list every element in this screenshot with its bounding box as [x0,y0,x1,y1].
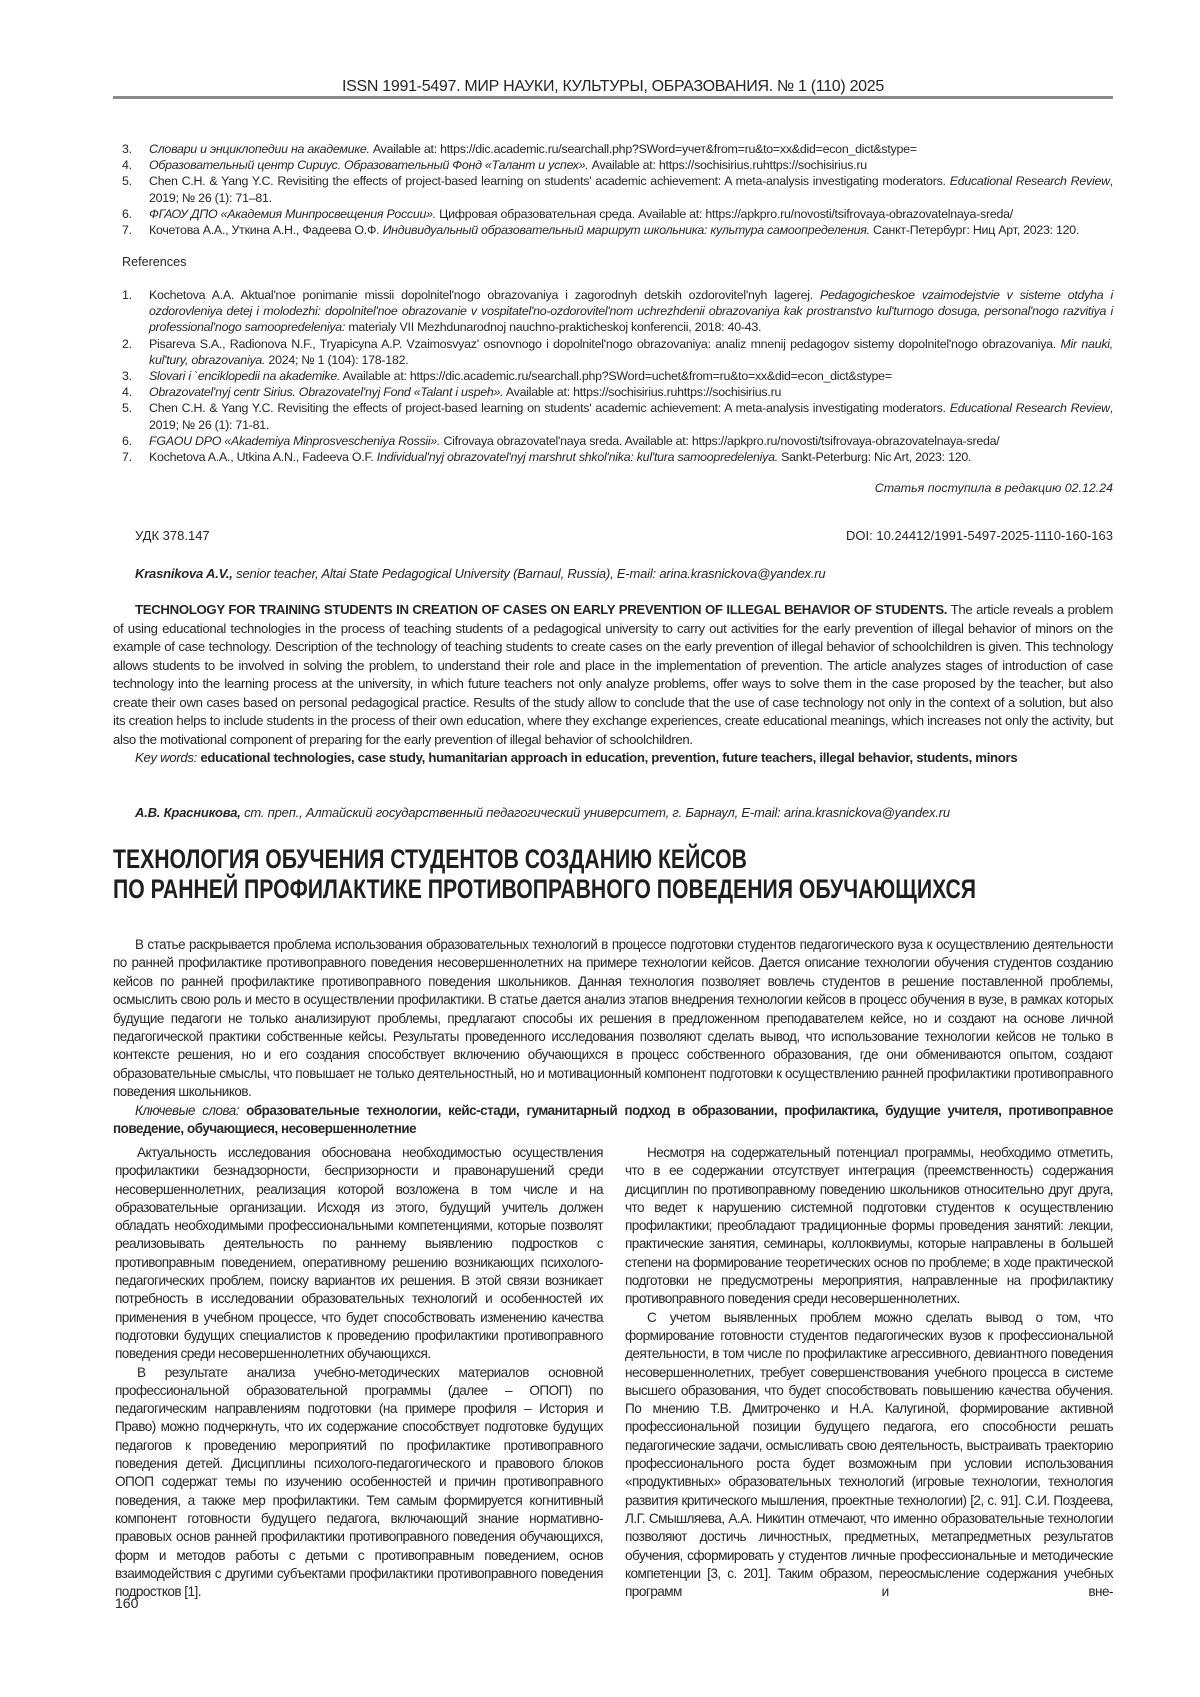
reference-number: 6. [122,433,132,448]
reference-segment: Кочетова А.А., Уткина А.Н., Фадеева О.Ф. [149,223,383,238]
body-paragraph: В результате анализа учебно-методических материалов основной профессиональной образовательной программы (далее – ОПОП) по педагогическим направлениям подготовки (на примере профиля – История и Право) можно подчеркнуть, что их содержание способствует подготовке будущих педагогов к проведению мероприятий по профилактике противоправного поведения детей. Дисциплины психолого-педагогического и правового блоков ОПОП содержат темы по изучению особенностей и причин противоправного поведения, а также мер профилактики. Тем самым формируется когнитивный компонент готовности будущего педагога, включающий знание нормативно-правовых основ ранней профилактики противоправного поведения обучающихся, форм и методов работы с детьми с противоправным поведением, основ взаимодействия с другими субъектами профилактики противоправного поведения подростков [1]. [115,1364,603,1600]
running-header: ISSN 1991-5497. МИР НАУКИ, КУЛЬТУРЫ, ОБРАЗОВАНИЯ. № 1 (110) 2025 [342,78,884,95]
reference-title: Slovari i `enciklopedii na akademike. [149,369,341,384]
reference-title: Individual'nyj obrazovatel'nyj marshrut shkol'nika: kul'tura samoopredeleniya. [376,450,778,465]
reference-title: Obrazovatel'nyj centr Sirius. Obrazovatel'nyj Fond «Talant i uspeh». [149,385,504,400]
reference-title: Educational Research Review [949,401,1110,416]
reference-title: Словари и энциклопедии на академике. [149,142,370,156]
reference-segment: Cifrovaya obrazovatel'naya sreda. Available at: https://apkpro.ru/novosti/tsifrovaya-obrazovatelnaya-sreda/ [440,433,1000,448]
reference-item [122,206,1113,222]
reference-text [149,400,1113,432]
keywords-en: educational technologies, case study, humanitarian approach in education, prevention, future teachers, illegal behavior, students, minors [197,750,1018,765]
reference-number: 4. [122,158,132,173]
reference-text [149,336,1113,368]
reference-segment: Available at: https://dic.academic.ru/searchall.php?SWord=учет&from=ru&to=xx&did=econ_dict&stype= [369,142,917,156]
reference-item [122,433,1113,449]
author-ru-info: ст. преп., Алтайский государственный педагогический университет, г. Барнаул, E-mail: arina.krasnickova@yandex.ru [240,805,950,820]
doi: DOI: 10.24412/1991-5497-2025-1110-160-163 [846,528,1113,543]
references-heading: References [122,255,187,269]
abstract-ru [113,936,1113,1138]
reference-title: Образовательный центр Сириус. Образовательный Фонд «Талант и успех». [149,158,589,173]
body-column-left [115,1144,603,1601]
reference-segment: Available at: https://dic.academic.ru/searchall.php?SWord=uchet&from=ru&to=xx&did=econ_dict&stype= [340,369,892,384]
article-title-line: ПО РАННЕЙ ПРОФИЛАКТИКЕ ПРОТИВОПРАВНОГО ПОВЕДЕНИЯ ОБУЧАЮЩИХСЯ [113,874,976,904]
reference-item [122,384,1113,400]
reference-segment: Pisareva S.A., Radionova N.F., Tryapicyna A.P. Vzaimosvyaz' osnovnogo i dopolnitel'nogo obrazovaniya: analiz mnenij pedagogov sistemy dopolnitel'nogo obrazovaniya. [149,336,1061,351]
reference-text [149,222,1113,238]
reference-number: 7. [122,223,132,238]
page-number: 160 [115,1595,139,1611]
keywords-en-label: Key words: [135,750,198,765]
reference-number: 3. [122,142,132,156]
reference-number: 1. [122,288,132,302]
reference-text [149,368,1113,384]
reference-segment: Available at: https://sochisirius.ruhttps://sochisirius.ru [588,158,867,173]
reference-title: Educational Research Review [949,174,1110,189]
reference-number: 5. [122,174,132,189]
abstract-ru-text: В статье раскрывается проблема использования образовательных технологий в процессе подготовки студентов педагогического вуза к осуществлению деятельности по ранней профилактике противоправного поведения несовершеннолетних на примере технологии кейсов. Дается описание технологии обучения студентов созданию кейсов по ранней профилактике противоправного поведения школьников. Данная технология позволяет вовлечь студентов в решение поставленной проблемы, осмыслить свою роль и место в осуществлении профилактики. В статье дается анализ этапов внедрения технологии кейсов в процесс обучения в вузе, в рамках которых будущие педагоги не только анализируют проблемы, предлагают способы их решения в предложенном преподавателем кейсе, но и создают на основе личной педагогической практики собственные кейсы. Результаты проведенного исследования позволяют сделать вывод, что использование технологии кейсов не только в контексте решения, но и его создания способствует включению обучающихся в процесс собственного образования, где они обмениваются опытом, создают образовательные смыслы, что повышает не только деятельностный, но и мотивационный компонент подготовки к осуществлению ранней профилактики противоправного поведения школьников. [113,937,1113,1100]
article-title-line: ТЕХНОЛОГИЯ ОБУЧЕНИЯ СТУДЕНТОВ СОЗДАНИЮ КЕЙСОВ [113,844,747,874]
reference-text [149,449,1113,465]
reference-list-en [122,287,1113,465]
received-date: Статья поступила в редакцию 02.12.24 [874,481,1113,495]
reference-segment: Санкт-Петербург: Ниц Арт, 2023: 120. [869,223,1080,238]
reference-segment: , 2019; № 26 (1): 71-81. [149,401,1113,432]
reference-item [122,449,1113,465]
reference-title: Индивидуальный образовательный маршрут школьника: культура самоопределения. [382,223,870,238]
author-en-info: senior teacher, Altai State Pedagogical University (Barnaul, Russia), E-mail: arina.krasnickova@yandex.ru [232,566,826,581]
reference-title: FGAOU DPO «Akademiya Minprosvescheniya Rossii». [149,433,441,448]
author-ru [135,805,950,821]
abstract-en-text: The article reveals a problem of using educational technologies in the process of teaching students of a pedagogical university to carry out activities for the early prevention of illegal behavior of minors on the example of case technology. Description of the technology of teaching students to create cases on the early prevention of illegal behavior of schoolchildren is given. This technology allows students to be involved in solving the problem, to understand their role and place in the implementation of prevention. The article analyzes stages of introduction of case technology into the learning process at the university, in which future teachers not only analyze problems, offer ways to solve them in the case proposed by the teacher, but also create their own cases based on personal pedagogical practice. Results of the study allow to conclude that the use of case technology not only in the context of a solution, but also its creation helps to include students in the process of their own education, where they exchange experiences, create educational meanings, which increases not only the activity, but also the motivational component of preparing for the early prevention of illegal behavior of schoolchildren. [113,602,1114,747]
reference-list-ru [122,141,1113,238]
abstract-en-title: TECHNOLOGY FOR TRAINING STUDENTS IN CREATION OF CASES ON EARLY PREVENTION OF ILLEGAL BEHAVIOR OF STUDENTS. [135,602,948,617]
reference-segment: Sankt-Peterburg: Nic Art, 2023: 120. [777,450,972,465]
reference-segment: Available at: https://sochisirius.ruhttps://sochisirius.ru [503,385,782,400]
reference-number: 5. [122,401,132,416]
reference-title: Mir nauki, kul'tury, obrazovaniya. [149,336,1113,367]
body-paragraph: Несмотря на содержательный потенциал программы, необходимо отметить, что в ее содержании отсутствует интеграция (преемственность) содержания дисциплин по противоправному поведению школьников относительно друг друга, что ведет к нарушению системной подготовки студентов к осуществлению профилактики; преобладают традиционные формы проведения занятий: лекции, практические занятия, семинары, коллоквиумы, которые направлены в большей степени на формирование теоретических основ по проблеме; в ходе практической подготовки не предусмотрены мероприятия, направленные на профилактику противоправного поведения среди несовершеннолетних. [625,1145,1113,1307]
reference-text [149,433,1113,449]
abstract-en [113,601,1113,768]
reference-item [122,287,1113,336]
reference-number: 4. [122,385,132,400]
reference-item [122,173,1113,205]
reference-segment: Цифровая образовательная среда. Available at: https://apkpro.ru/novosti/tsifrovaya-obrazovatelnaya-sreda/ [435,206,1013,221]
reference-number: 3. [122,369,132,384]
reference-text [149,206,1113,222]
reference-segment: 2024; № 1 (104): 178-182. [265,352,409,367]
reference-item [122,368,1113,384]
reference-number: 7. [122,450,132,465]
reference-item [122,141,1113,157]
header-rule [113,96,1113,99]
reference-text [149,157,1113,173]
reference-text [149,173,1113,205]
reference-segment: , 2019; № 26 (1): 71–81. [149,174,1113,205]
reference-segment: Kochetova A.A. Aktual'noe ponimanie missii dopolnitel'nogo obrazovaniya i zagorodnyh detskih ozdorovitel'nyh lagerej. [149,288,820,302]
reference-title: ФГАОУ ДПО «Академия Минпросвещения России». [149,206,436,221]
keywords-ru: образовательные технологии, кейс-стади, гуманитарный подход в образовании, профилактика, будущие учителя, противоправное поведение, обучающиеся, несовершеннолетние [113,1102,1114,1137]
reference-item [122,400,1113,432]
reference-text [149,141,1113,157]
article-title [113,844,976,904]
reference-item [122,157,1113,173]
author-en [135,566,825,582]
body-paragraph: Актуальность исследования обоснована необходимостью осуществления профилактики безнадзорности, беспризорности и правонарушений среди несовершеннолетних, реализация которой возложена в том числе и на образовательные организации. Исходя из этого, будущий учитель должен обладать необходимыми профессиональными компетенциями, которые позволят реализовывать деятельность по раннему выявлению подростков с противоправным поведением, оперативному решению возникающих психолого-педагогических проблем, поиску вариантов их решения. В этой связи возникает потребность в исследовании образовательных технологий и особенностей их применения в учебном процессе, что будет способствовать изменению качества подготовки будущих специалистов к проведению профилактики противоправного поведения среди несовершеннолетних обучающихся. [115,1145,603,1362]
body-column-right [625,1144,1113,1601]
reference-text [149,384,1113,400]
reference-item [122,336,1113,368]
keywords-ru-label: Ключевые слова: [135,1102,239,1118]
author-en-name: Krasnikova A.V., [135,566,233,581]
author-ru-name: А.В. Красникова, [135,805,241,820]
reference-number: 6. [122,206,132,221]
reference-title: Pedagogicheskoe vzaimodejstvie v sisteme otdyha i ozdorovleniya detej i molodezhi: dopolnitel'noe obrazovanie v vospitatel'no-ozdorovitel'nom uchrezhdenii obrazovaniya kak prostranstvo kul'turnogo dosuga, personal'nogo razvitiya i professional'nogo samoopredeleniya: [149,288,1113,335]
reference-item [122,222,1113,238]
reference-text [149,287,1113,336]
reference-number: 2. [122,336,132,351]
reference-segment: Chen C.H. & Yang Y.C. Revisiting the effects of project-based learning on students' academic achievement: A meta-analysis investigating moderators. [149,174,950,189]
reference-segment: Chen C.H. & Yang Y.C. Revisiting the effects of project-based learning on students' academic achievement: A meta-analysis investigating moderators. [149,401,950,416]
reference-segment: materialy VII Mezhdunarodnoj nauchno-prakticheskoj konferencii, 2018: 40-43. [345,320,762,335]
body-paragraph: С учетом выявленных проблем можно сделать вывод о том, что формирование готовности студентов педагогических вузов к профессиональной деятельности, в том числе по профилактике агрессивного, девиантного поведения несовершеннолетних, требует совершенствования учебного процесса в системе высшего образования, что будет способствовать повышению качества обучения. По мнению Т.В. Дмитроченко и Н.А. Калугиной, формирование активной профессиональной позиции будущего педагога, его способности решать педагогические задачи, осмысливать свою деятельность, выстраивать траекторию профессионального роста будет возможным при условии использования «продуктивных» образовательных технологий (игровые технологии, технология развития критического мышления, проектные технологии) [2, с. 91]. С.И. Поздеева, Л.Г. Смышляева, А.А. Никитин отмечают, что именно образовательные технологии позволяют достичь личностных, предметных, метапредметных результатов обучения, сформировать у студентов личные профессиональные и методические компетенции [3, с. 201]. Таким образом, переосмысление содержания учебных программ и вне- [625,1309,1113,1600]
udk-code: УДК 378.147 [135,528,210,543]
reference-segment: Kochetova A.A., Utkina A.N., Fadeeva O.F. [149,450,377,465]
